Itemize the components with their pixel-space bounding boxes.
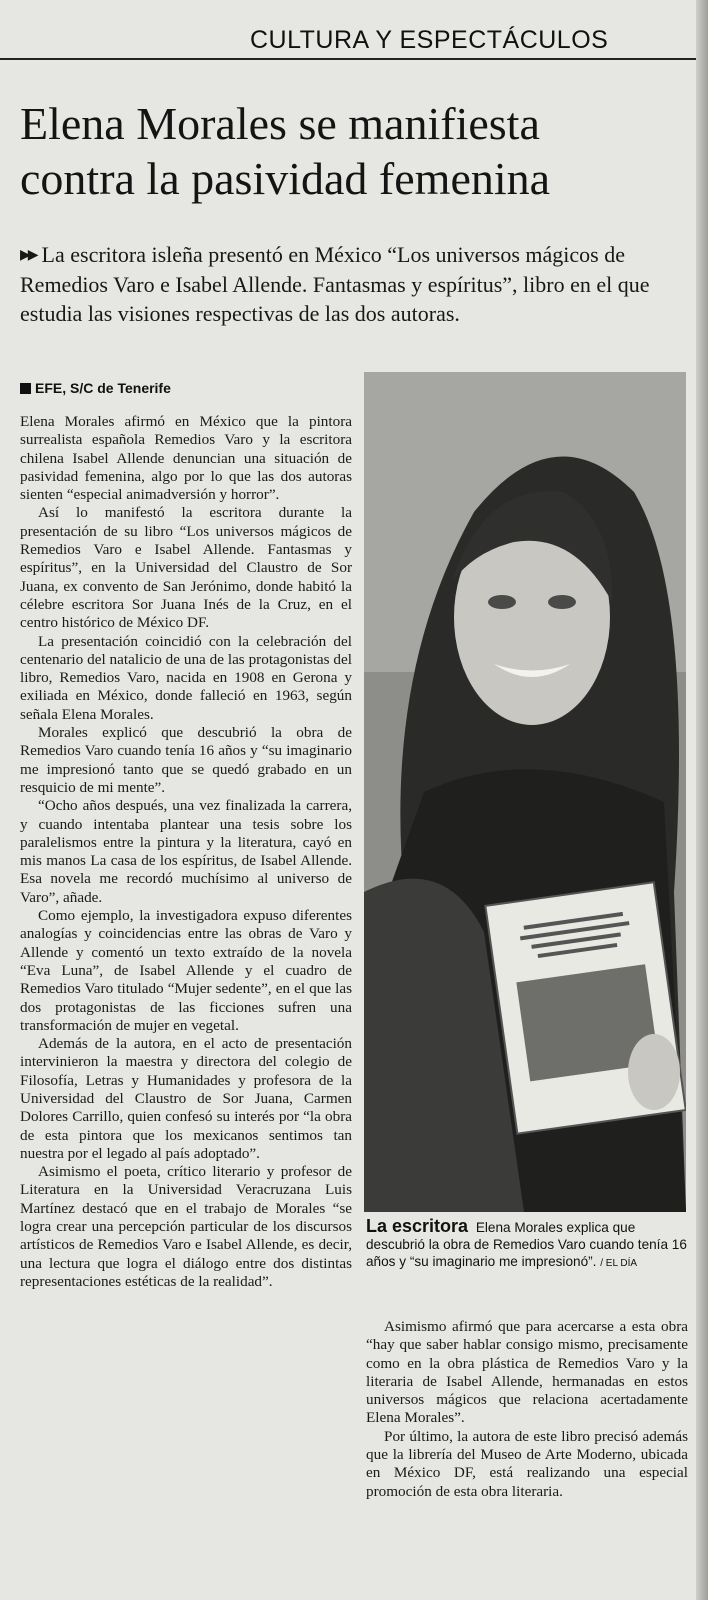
caption-lead: La escritora: [366, 1216, 469, 1236]
paragraph: La presentación coincidió con la celebración del centenario del natalicio de una de las protagonistas del libro, Remedios Varo, nacida en 1908 en Gerona y exiliada en México, donde falleció en 1963, según señala Elena Morales.: [20, 632, 352, 723]
headline-line-2: contra la pasividad femenina: [20, 153, 551, 204]
paragraph: Morales explicó que descubrió la obra de Remedios Varo cuando tenía 16 años y “su imaginario me impresionó tanto que se quedó grabado en un resquicio de mi mente”.: [20, 724, 352, 796]
page-edge: [696, 0, 708, 1600]
caption-text: Elena Morales explica que descubrió la obra de Remedios Varo cuando tenía 16 años y “su imaginario me impresionó”.: [366, 1220, 687, 1269]
paragraph: Elena Morales afirmó en México que la pintora surrealista española Remedios Varo y la escritora chilena Isabel Allende denuncian una situación de pasividad femenina, algo por lo que las dos autoras sienten “especial animadversión y horror”.: [20, 413, 352, 504]
subheadline-text: La escritora isleña presentó en México “Los universos mágicos de Remedios Varo e Isabel Allende. Fantasmas y espíritus”, libro en el que estudia las visiones respectivas de las dos autoras.: [20, 242, 650, 326]
square-bullet-icon: [20, 383, 31, 394]
author-photo-illustration: [364, 372, 686, 1212]
paragraph: Así lo manifestó la escritora durante la presentación de su libro “Los universos mágicos de Remedios Varo e Isabel Allende. Fantasmas y espíritus”, en la Universidad del Claustro de Sor Juana, ex convento de San Jerónimo, donde habitó la célebre escritora Sor Juana Inés de la Cruz, en el centro histórico de México DF.: [20, 504, 352, 632]
photo-caption: [366, 1218, 688, 1272]
article-column-1: [20, 413, 352, 1291]
double-arrow-icon: ▶▶: [20, 247, 36, 263]
section-rule: [0, 58, 696, 60]
paragraph: Asimismo el poeta, crítico literario y profesor de Literatura en la Universidad Veracruzana Luis Martínez destacó que en el trabajo de Morales “se logra crear una percepción particular de los discursos artísticos de Remedios Varo e Isabel Allende, es decir, una lectura que logra el diálogo entre dos distintas representaciones estéticas de la realidad”.: [20, 1163, 352, 1290]
headline-line-1: Elena Morales se manifiesta: [20, 98, 540, 149]
subheadline: [20, 240, 696, 328]
paragraph: Como ejemplo, la investigadora expuso diferentes analogías y coincidencias entre las obras de Varo y Allende y comentó un texto extraído de la novela “Eva Luna”, de Isabel Allende y el cuadro de Remedios Varo titulado “Mujer sedente”, en el que las dos protagonistas de las ficciones sufren una transformación de mujer en vegetal.: [20, 907, 352, 1034]
article-column-2: [366, 1318, 688, 1501]
photo-credit: / EL DÍA: [600, 1258, 638, 1269]
paragraph: “Ocho años después, una vez finalizada la carrera, y cuando intentaba plantear una tesis sobre los paralelismos entre la pintura y la literatura, cayó en mis manos La casa de los espíritus, de Isabel Allende. Esa novela me recordó muchísimo al universo de Varo”, añade.: [20, 797, 352, 906]
byline-text: EFE, S/C de Tenerife: [35, 380, 171, 396]
paragraph: Por último, la autora de este libro precisó además que la librería del Museo de Arte Moderno, ubicada en México DF, está realizando una especial promoción de esta obra literaria.: [366, 1427, 688, 1500]
section-header: CULTURA Y ESPECTÁCULOS: [250, 26, 609, 54]
paragraph: Asimismo afirmó que para acercarse a esta obra “hay que saber hablar consigo mismo, precisamente como en la obra plástica de Remedios Varo y la literaria de Isabel Allende, hermanadas en estos universos mágicos que relaciona acertadamente Elena Morales”.: [366, 1318, 688, 1427]
paragraph: Además de la autora, en el acto de presentación intervinieron la maestra y directora del colegio de Filosofía, Letras y Humanidades y profesora de la Universidad del Claustro de Sor Juana, Carmen Dolores Carrillo, quien confesó su interés por “la obra de esta pintora que los mexicanos sentimos tan nuestra por el legado al país adoptado”.: [20, 1035, 352, 1162]
headline: [20, 96, 696, 206]
byline: [20, 380, 171, 396]
author-photo: [364, 372, 686, 1212]
